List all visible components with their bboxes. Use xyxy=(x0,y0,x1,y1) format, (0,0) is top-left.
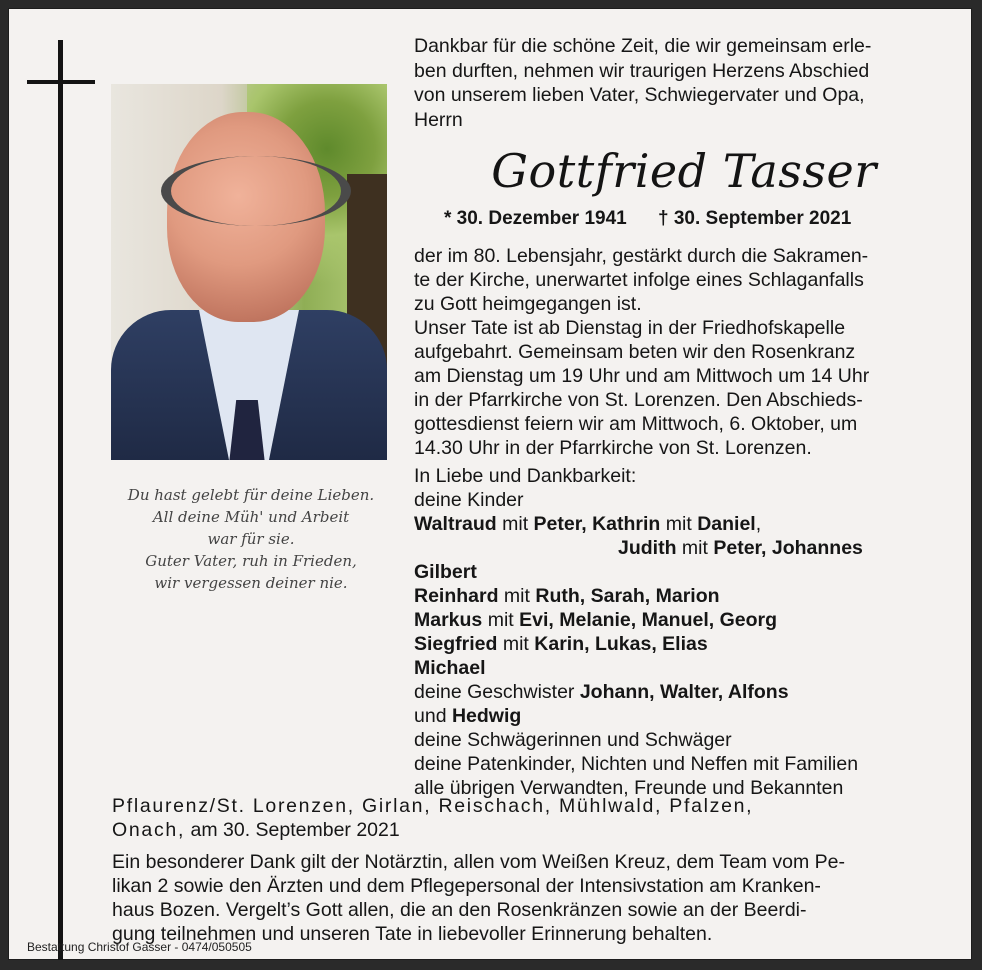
deceased-name: Gottfried Tasser xyxy=(491,144,877,198)
mourner-name: Daniel xyxy=(697,513,756,535)
mourner-name: Waltraud xyxy=(414,513,497,535)
funeral-home-credit: Bestattung Christof Gasser - 0474/050505 xyxy=(27,940,252,954)
mourners-row xyxy=(414,656,959,680)
connector: mit xyxy=(660,513,698,535)
connector: , xyxy=(755,513,762,535)
thanks-line: likan 2 sowie den Ärzten und dem Pflegepersonal der Intensivstation am Kranken- xyxy=(112,875,821,897)
places-line: Pflaurenz/St. Lorenzen, Girlan, Reischach, Mühlwald, Pfalzen, xyxy=(112,795,754,817)
mourners-row xyxy=(414,680,959,704)
connector: mit xyxy=(498,585,536,607)
body-line: te der Kirche, unerwartet infolge eines Schlaganfalls xyxy=(414,269,864,291)
thanks-line: haus Bozen. Vergelt’s Gott allen, die an den Rosenkränzen sowie an der Beerdi- xyxy=(112,899,807,921)
birth-date: * 30. Dezember 1941 xyxy=(444,208,627,229)
mourner-name: Hedwig xyxy=(451,705,522,727)
mourners-row xyxy=(414,560,959,584)
mourners-row xyxy=(414,536,959,560)
poem-line: All deine Müh' und Arbeit xyxy=(152,508,350,526)
mourner-name: Markus xyxy=(414,609,483,631)
poem-line: war für sie. xyxy=(207,530,295,548)
mourners-row xyxy=(414,704,959,728)
mourners-list xyxy=(414,464,959,800)
obituary-notice xyxy=(8,8,972,960)
intro-line: Herrn xyxy=(414,108,463,131)
mourners-group: deine Schwägerinnen und Schwäger xyxy=(414,729,732,751)
mourner-name: Michael xyxy=(414,657,486,679)
intro-text xyxy=(414,34,954,132)
connector: deine Geschwister xyxy=(414,681,580,703)
life-dates xyxy=(444,208,851,230)
cross-icon xyxy=(58,40,63,960)
portrait-photo xyxy=(111,84,387,460)
body-line: zu Gott heimgegangen ist. xyxy=(414,293,642,315)
intro-line: ben durften, nehmen wir traurigen Herzens Abschied xyxy=(414,59,870,82)
place-name: Onach, xyxy=(112,819,186,841)
body-line: in der Pfarrkirche von St. Lorenzen. Den Abschieds- xyxy=(414,389,863,411)
thanks-line: Ein besonderer Dank gilt der Notärztin, allen vom Weißen Kreuz, dem Team vom Pe- xyxy=(112,851,846,873)
mourner-name: Judith xyxy=(618,537,677,559)
mourner-name: Siegfried xyxy=(414,633,498,655)
mourners-row xyxy=(414,512,959,536)
mourner-name: Ruth, Sarah, Marion xyxy=(535,585,720,607)
poem-line: Du hast gelebt für deine Lieben. xyxy=(127,486,375,504)
connector: und xyxy=(414,705,452,727)
connector: mit xyxy=(497,633,535,655)
mourner-name: Peter, Kathrin xyxy=(533,513,661,535)
mourner-name: Johann, Walter, Alfons xyxy=(579,681,789,703)
body-text xyxy=(414,244,959,460)
mourners-heading: In Liebe und Dankbarkeit: xyxy=(414,465,637,487)
mourners-group: deine Patenkinder, Nichten und Neffen mit Familien xyxy=(414,753,859,775)
date-line xyxy=(112,818,972,842)
body-line: gottesdienst feiern wir am Mittwoch, 6. Oktober, um xyxy=(414,413,858,435)
body-line: der im 80. Lebensjahr, gestärkt durch die Sakramen- xyxy=(414,245,869,267)
body-line: am Dienstag um 19 Uhr und am Mittwoch um 14 Uhr xyxy=(414,365,870,387)
notice-date: am 30. September 2021 xyxy=(185,819,400,841)
death-date: † 30. September 2021 xyxy=(658,208,852,229)
body-line: aufgebahrt. Gemeinsam beten wir den Rosenkranz xyxy=(414,341,856,363)
place-date xyxy=(112,794,972,842)
mourners-group: alle übrigen Verwandten, Freunde und Bekannten xyxy=(414,777,844,799)
hair xyxy=(161,156,351,226)
mourners-row xyxy=(414,608,959,632)
mourner-name: Gilbert xyxy=(414,561,477,583)
mourners-row xyxy=(414,584,959,608)
mourners-row xyxy=(414,632,959,656)
thanks-line: gung teilnehmen und unseren Tate in liebevoller Erinnerung behalten. xyxy=(112,923,713,945)
intro-line: von unserem lieben Vater, Schwiegervater und Opa, xyxy=(414,84,865,106)
body-line: Unser Tate ist ab Dienstag in der Friedhofskapelle xyxy=(414,317,846,339)
cross-bar xyxy=(27,80,95,84)
connector: mit xyxy=(676,537,714,559)
mourners-group: deine Kinder xyxy=(414,489,524,511)
connector: mit xyxy=(482,609,520,631)
poem-line: wir vergessen deiner nie. xyxy=(154,574,348,592)
mourner-name: Reinhard xyxy=(414,585,499,607)
connector: mit xyxy=(496,513,534,535)
mourner-name: Karin, Lukas, Elias xyxy=(534,633,708,655)
memorial-poem xyxy=(113,484,389,594)
thanks-text xyxy=(112,850,972,946)
intro-line: Dankbar für die schöne Zeit, die wir gemeinsam erle- xyxy=(414,35,872,57)
body-line: 14.30 Uhr in der Pfarrkirche von St. Lorenzen. xyxy=(414,437,812,459)
mourner-name: Peter, Johannes xyxy=(713,537,863,559)
poem-line: Guter Vater, ruh in Frieden, xyxy=(145,552,357,570)
mourner-name: Evi, Melanie, Manuel, Georg xyxy=(519,609,778,631)
